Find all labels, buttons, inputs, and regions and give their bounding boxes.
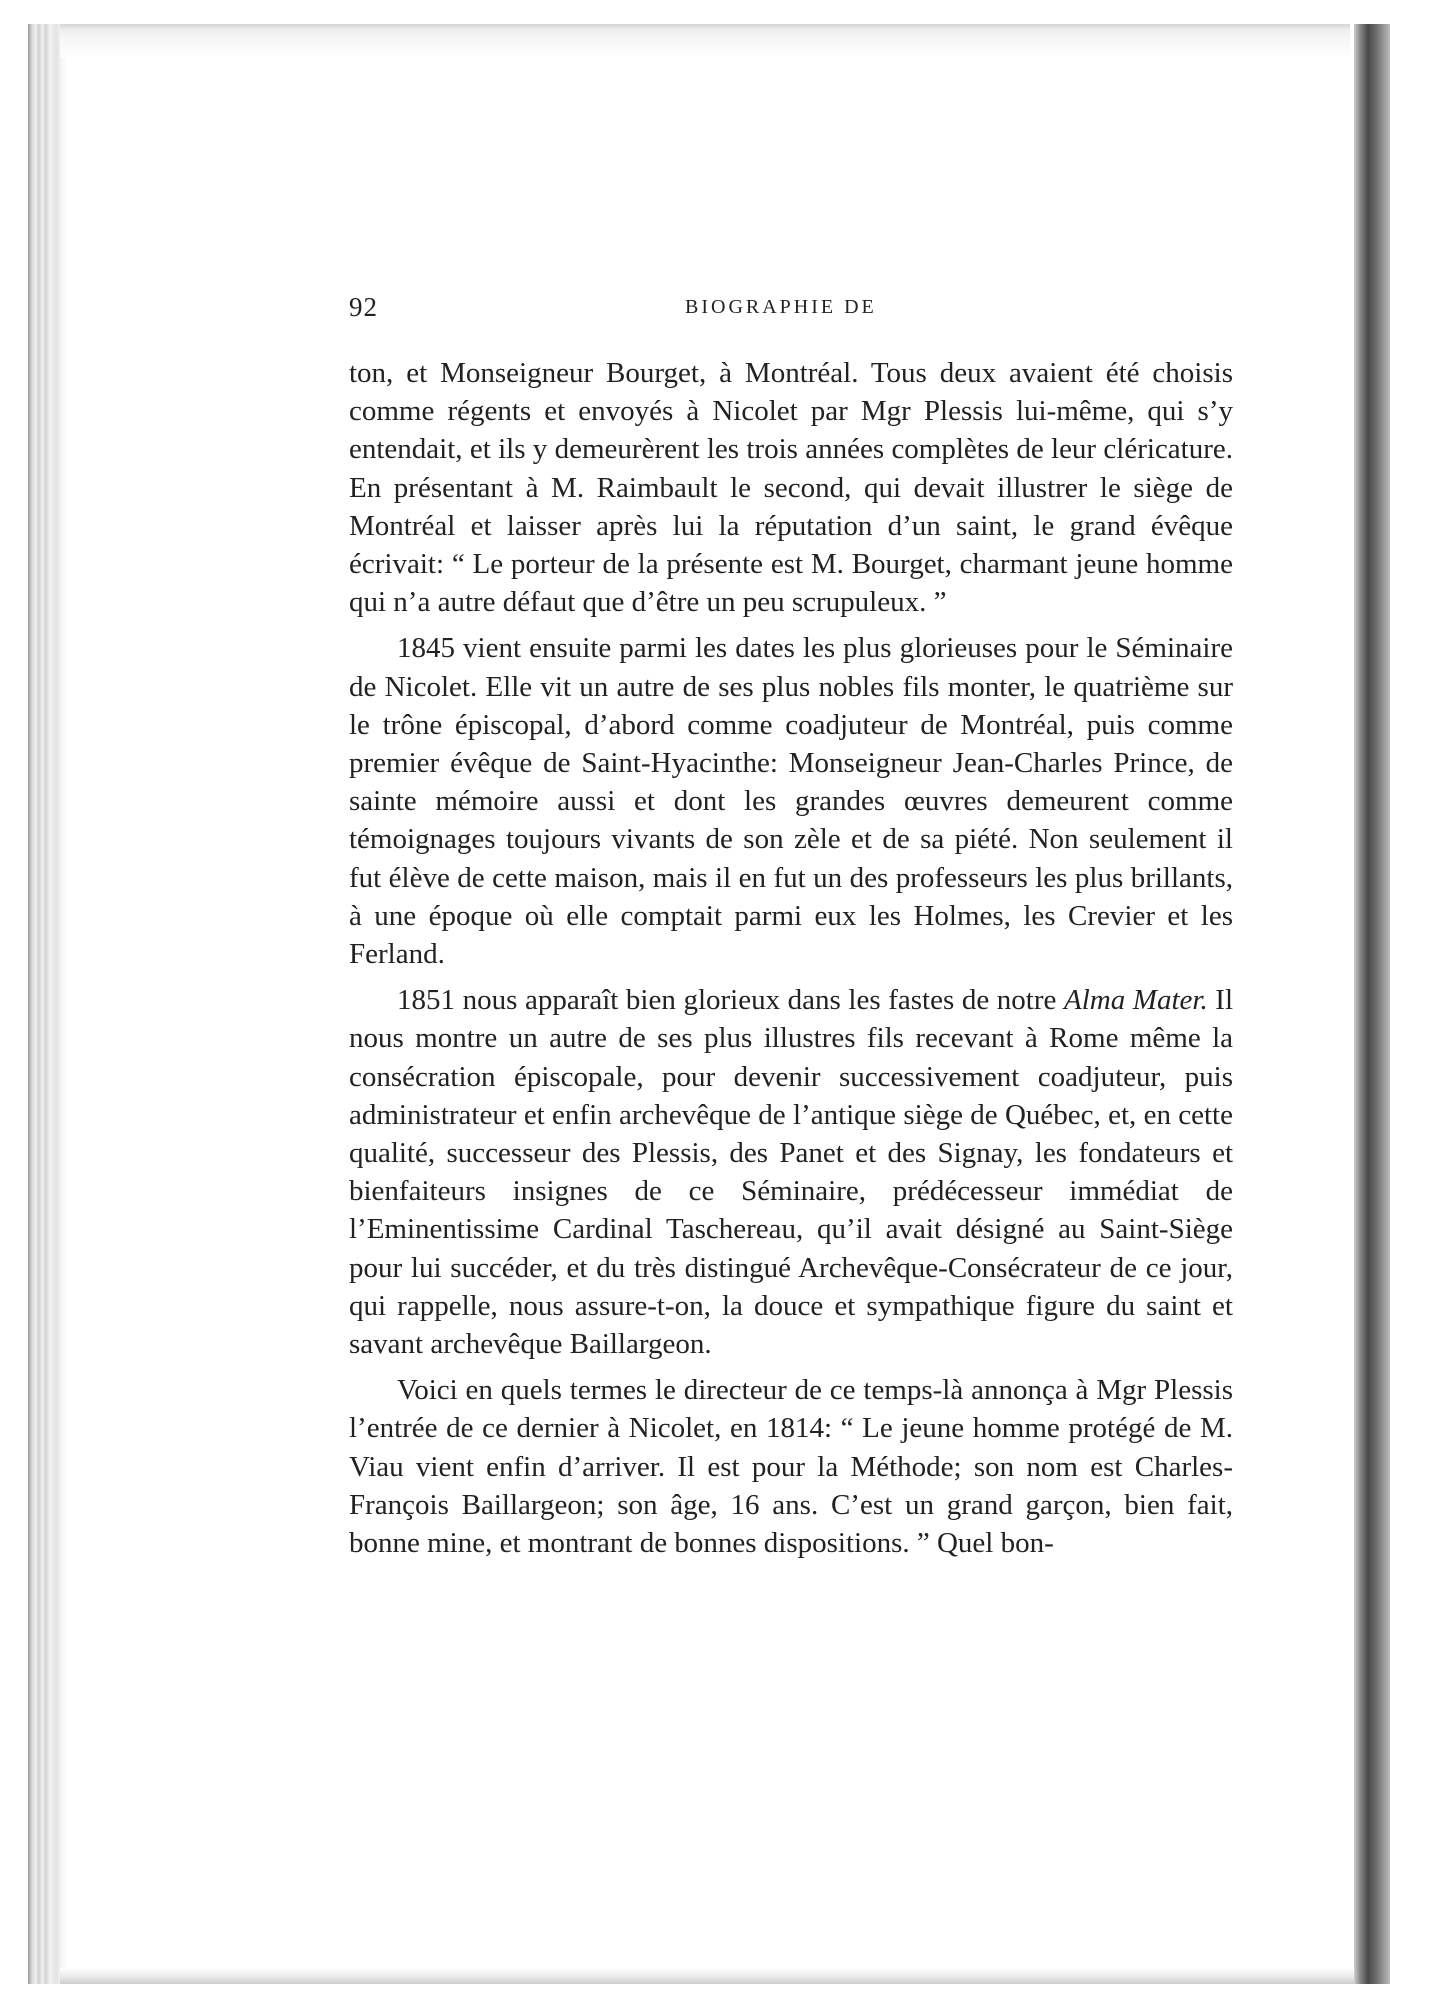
book-page (349, 288, 1233, 1570)
paragraph-1845: 1845 vient ensuite parmi les dates les plus glorieuses pour le Séminaire de Nicolet. Elle vit un autre de ses plus nobles fils monter, le quatrième sur le trône épiscopal, d’abord comme coadjuteur de Montréal, puis comme premier évêque de Saint-Hyacinthe: Monseigneur Jean-Charles Prince, de sainte mémoire aussi et dont les grandes œuvres demeurent comme témoignages toujours vivants de son zèle et de sa piété. Non seulement il fut élève de cette maison, mais il en fut un des professeurs les plus brillants, à une époque où elle comptait parmi eux les Holmes, les Crevier et les Ferland. (349, 632, 1233, 971)
running-head-title: BIOGRAPHIE DE (685, 296, 877, 318)
running-head (349, 288, 1233, 332)
paragraph-continuation: ton, et Monseigneur Bourget, à Montréal. Tous deux avaient été choisis comme régents et envoyés à Nicolet par Mgr Plessis lui-même, qui s’y entendait, et ils y demeurèrent les trois années complètes de leur cléricature. En présentant à M. Raimbault le second, qui devait illustrer le siège de Montréal et laisser après lui la réputation d’un saint, le grand évêque écrivait: “ Le porteur de la présente est M. Bourget, charmant jeune homme qui n’a autre défaut que d’être un peu scrupuleux. ” (349, 357, 1233, 619)
paragraph-1851-lead: 1851 nous apparaît bien glorieux dans les fastes de notre (397, 984, 1064, 1017)
book-bottom-edge (60, 1968, 1354, 1984)
page-number: 92 (349, 292, 378, 322)
alma-mater-italic: Alma Mater. (1063, 984, 1208, 1017)
paragraph-voici: Voici en quels termes le directeur de ce temps-là annonça à Mgr Plessis l’entrée de ce dernier à Nicolet, en 1814: “ Le jeune homme protégé de M. Viau vient enfin d’arriver. Il est pour la Méthode; son nom est Charles-François Baillargeon; son âge, 16 ans. C’est un grand garçon, bien fait, bonne mine, et montrant de bonnes dispositions. ” Quel bon- (349, 1374, 1233, 1560)
book-right-edge (1354, 24, 1390, 1984)
paragraph-1851 (349, 981, 1233, 1363)
body-text (349, 354, 1233, 1562)
book-top-edge (60, 24, 1350, 58)
book-left-edge (28, 24, 68, 1984)
paragraph-1851-rest: Il nous montre un autre de ses plus illustres fils recevant à Rome même la consécration épiscopale, pour devenir successivement coadjuteur, puis administrateur et enfin archevêque de l’antique siège de Québec, et, en cette qualité, successeur des Plessis, des Panet et des Signay, les fondateurs et bienfaiteurs insignes de ce Séminaire, prédécesseur immédiat de l’Eminentissime Cardinal Taschereau, qu’il avait désigné au Saint-Siège pour lui succéder, et du très distingué Archevêque-Consécrateur de ce jour, qui rappelle, nous assure-t-on, la douce et sympathique figure du saint et savant archevêque Baillargeon. (349, 984, 1234, 1361)
